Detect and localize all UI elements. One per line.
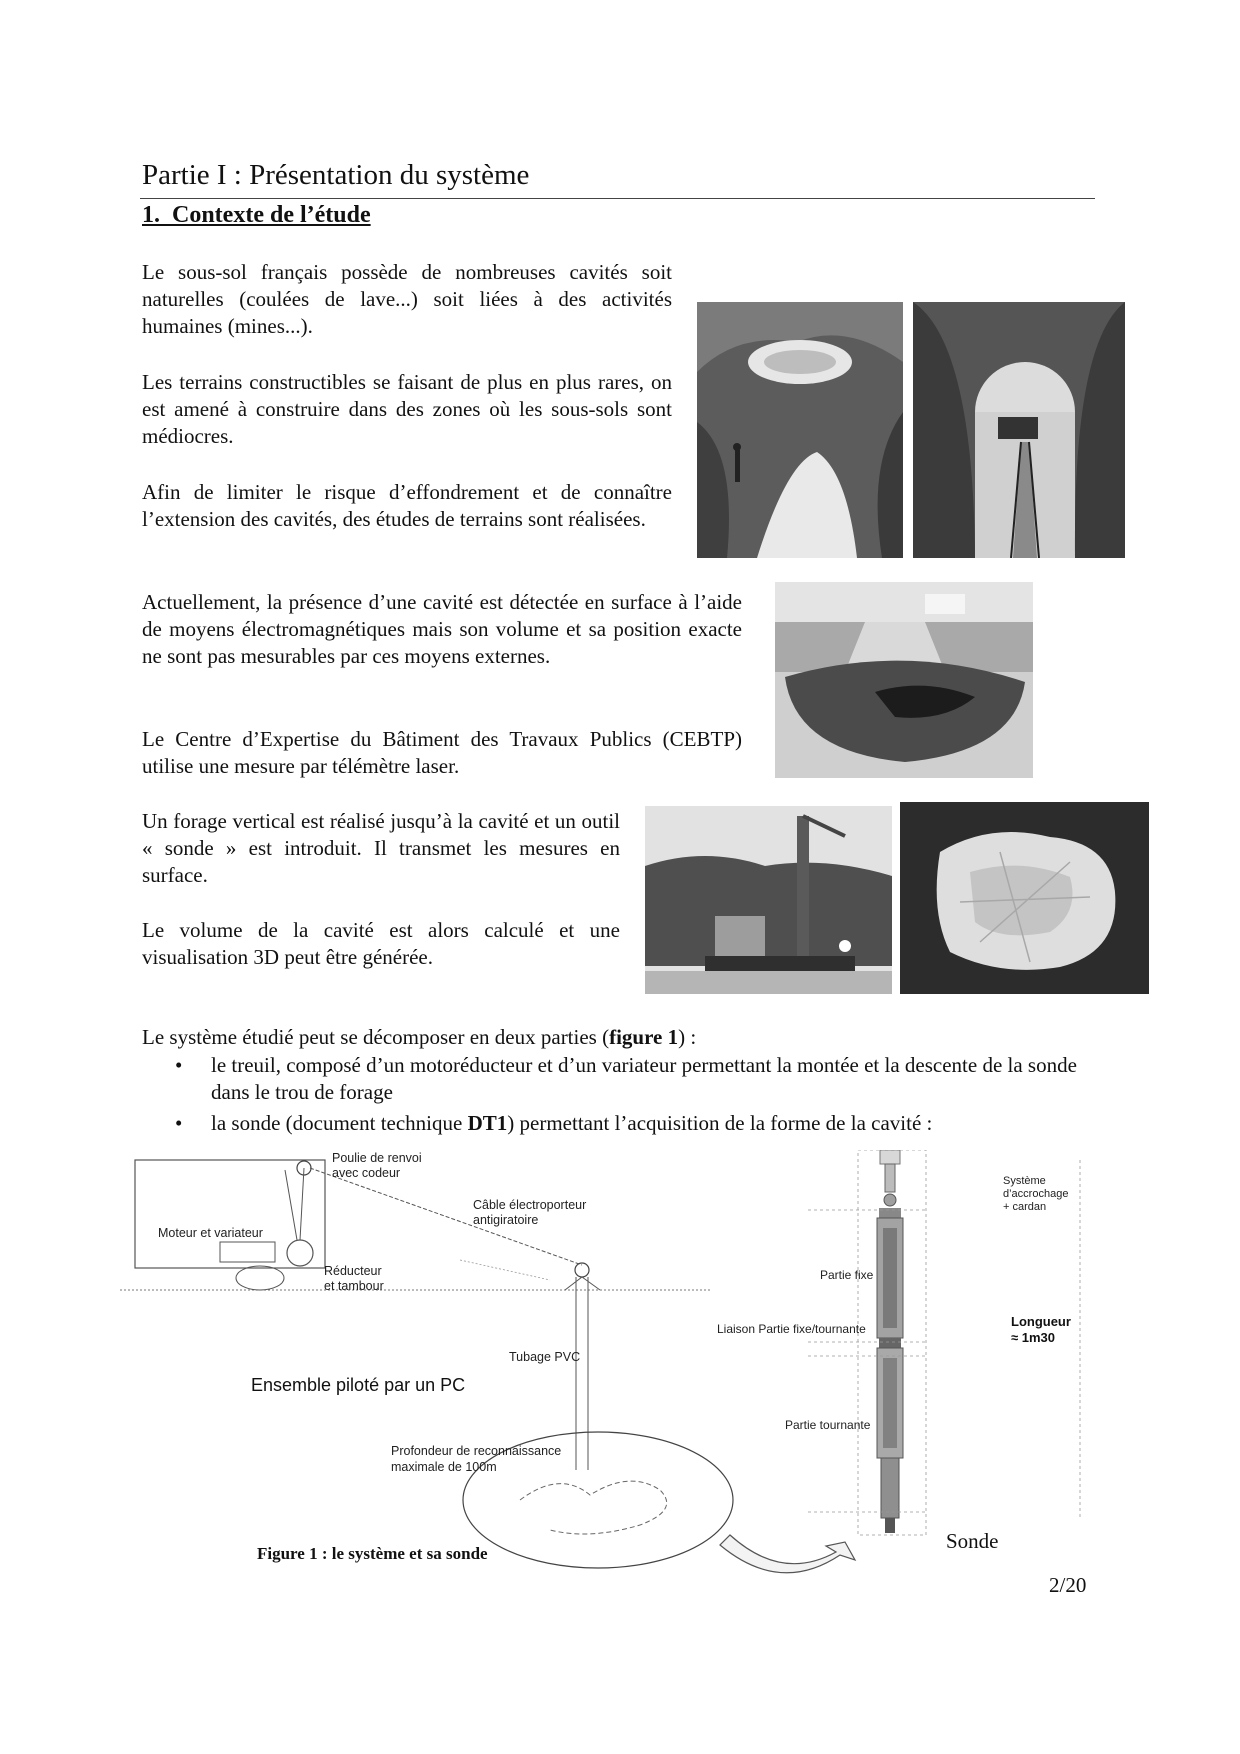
figure-caption: Figure 1 : le système et sa sonde (257, 1544, 488, 1563)
label-longueur: Longueur (1011, 1314, 1071, 1329)
paragraph-5: Le Centre d’Expertise du Bâtiment des Travaux Publics (CEBTP) utilise une mesure par télémètre laser. (142, 727, 742, 778)
winch-housing (135, 1160, 325, 1268)
dt1-ref: DT1 (467, 1111, 508, 1135)
section-title: 1. Contexte de l’étude (142, 202, 371, 228)
label-liaison: Liaison Partie fixe/tournante (717, 1322, 866, 1336)
label-accrochage: d’accrochage (1003, 1188, 1069, 1200)
bullet-treuil-text: le treuil, composé d’un motoréducteur et d’un variateur permettant la montée et la descente de la sonde dans le trou de forage (211, 1053, 1077, 1104)
page-number: 2/20 (1049, 1573, 1087, 1597)
drum-wheel (287, 1240, 313, 1266)
system-intro-end: ) : (678, 1025, 697, 1049)
label-partie-fixe: Partie fixe (820, 1268, 874, 1282)
label-sonde: Sonde (946, 1529, 999, 1553)
label-partie-tournante: Partie tournante (785, 1418, 871, 1432)
label-poulie-2: avec codeur (332, 1166, 401, 1180)
bullet-sonde-end: ) permettant l’acquisition de la forme de la cavité : (507, 1111, 933, 1135)
paragraph-7: Le volume de la cavité est alors calculé et une visualisation 3D peut être générée. (142, 918, 620, 969)
label-cable: Câble électroporteur (473, 1198, 587, 1212)
label-profondeur-2: maximale de 100m (391, 1460, 497, 1474)
label-profondeur: Profondeur de reconnaissance (391, 1444, 562, 1458)
photo-3d-cavity (900, 802, 1149, 994)
system-intro (142, 1024, 696, 1051)
paragraph-6: Un forage vertical est réalisé jusqu’à la cavité et un outil « sonde » est introduit. Il transmet les mesures en surface. (142, 809, 620, 887)
paragraph-3: Afin de limiter le risque d’effondrement et de connaître l’extension des cavités, des études de terrains sont réalisées. (142, 480, 672, 531)
cable-line (310, 1168, 582, 1265)
paragraph-2: Les terrains constructibles se faisant de plus en plus rares, on est amené à construire dans des zones où les sous-sols sont médiocres. (142, 370, 672, 448)
drum-base (236, 1266, 284, 1290)
label-cardan: + cardan (1003, 1201, 1047, 1213)
bullet-dot: • (175, 1111, 183, 1135)
paragraph-4: Actuellement, la présence d’une cavité est détectée en surface à l’aide de moyens électromagnétiques mais son volume et sa position exacte ne sont pas mesurables par ces moyens externes. (142, 590, 742, 668)
bullet-dot: • (175, 1053, 183, 1077)
bullet-sonde-text (211, 1110, 1095, 1137)
motor-box (220, 1242, 275, 1262)
label-reducteur-2: et tambour (324, 1279, 384, 1293)
paragraph-1: Le sous-sol français possède de nombreuses cavités soit naturelles (coulées de lave...) soit liées à des activités humaines (mines...). (142, 260, 672, 338)
bullet-sonde (175, 1110, 1095, 1137)
photo-natural-cavity (697, 302, 903, 558)
label-poulie: Poulie de renvoi (332, 1151, 422, 1165)
header-rule (140, 198, 1095, 199)
label-reducteur: Réducteur (324, 1264, 382, 1278)
photo-mine-tunnel (913, 302, 1125, 558)
photo-drilling-rig (645, 806, 892, 994)
label-ensemble: Ensemble piloté par un PC (251, 1375, 466, 1395)
label-longueur-value: ≈ 1m30 (1011, 1330, 1055, 1345)
system-diagram (120, 1150, 1120, 1590)
label-moteur: Moteur et variateur (158, 1226, 263, 1240)
part-title: Partie I : Présentation du système (142, 159, 530, 191)
bullet-sonde-start: la sonde (document technique (211, 1111, 468, 1135)
figure-ref: figure 1 (609, 1025, 679, 1049)
sonde-arrow (720, 1535, 855, 1573)
label-cable-2: antigiratoire (473, 1213, 539, 1227)
label-tubage: Tubage PVC (509, 1350, 581, 1364)
system-intro-lead: Le système étudié peut se décomposer en deux parties ( (142, 1025, 610, 1049)
probe-drawing (877, 1150, 903, 1533)
photo-sinkhole (775, 582, 1033, 778)
bullet-treuil (175, 1052, 1095, 1106)
label-systeme: Système (1003, 1175, 1046, 1187)
remote-pulley (575, 1263, 589, 1277)
